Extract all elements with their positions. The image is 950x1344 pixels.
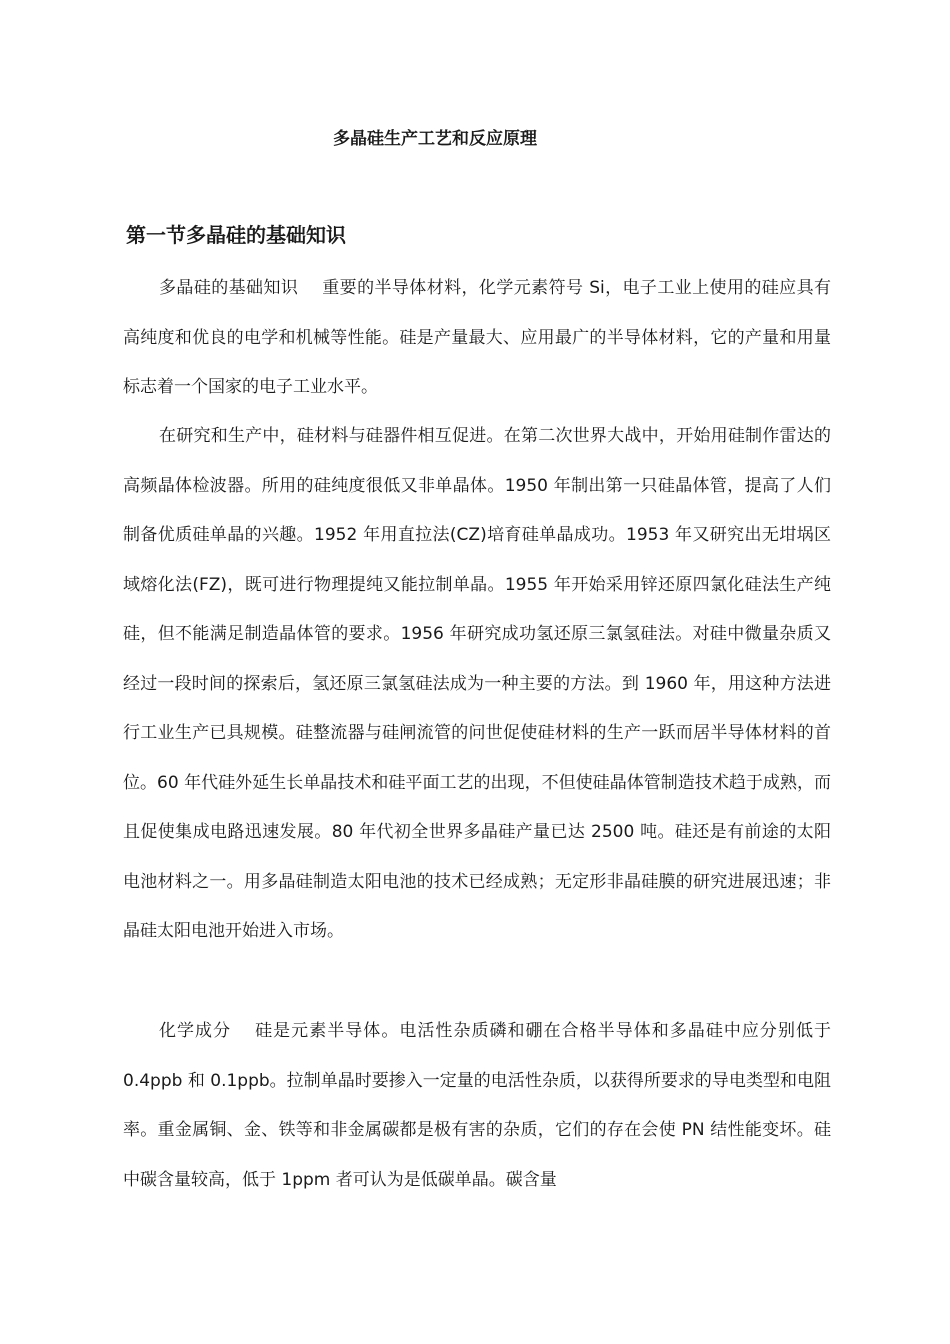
paragraph-chemical-composition	[123, 1007, 831, 1207]
paragraph-text: 重要的半导体材料，化学元素符号 Si，电子工业上使用的硅应具有高纯度和优良的电学和机械等性能。硅是产量最大、应用最广的半导体材料，它的产量和用量标志着一个国家的电子工业水平。	[123, 278, 832, 397]
paragraph-lead: 多晶硅的基础知识	[159, 278, 299, 298]
paragraph-text: 硅是元素半导体。电活性杂质磷和硼在合格半导体和多晶硅中应分别低于 0.4ppb 和 0.1ppb。拉制单晶时要掺入一定量的电活性杂质，以获得所要求的导电类型和电阻率。重金属铜、金、铁等和非金属碳都是极有害的杂质，它们的存在会使 PN 结性能变坏。硅中碳含量较高，低于 1ppm 者可认为是低碳单晶。碳含量	[123, 1021, 831, 1190]
document-title: 多晶硅生产工艺和反应原理	[333, 129, 537, 149]
paragraph-history	[123, 412, 831, 957]
paragraph-lead: 化学成分	[159, 1021, 232, 1041]
section-heading: 第一节多晶硅的基础知识	[126, 223, 346, 247]
paragraph-basics	[123, 264, 831, 413]
paragraph-text: 在研究和生产中，硅材料与硅器件相互促进。在第二次世界大战中，开始用硅制作雷达的高频晶体检波器。所用的硅纯度很低又非单晶体。1950 年制出第一只硅晶体管，提高了人们制备优质硅单晶的兴趣。1952 年用直拉法(CZ)培育硅单晶成功。1953 年又研究出无坩埚区域熔化法(FZ)，既可进行物理提纯又能拉制单晶。1955 年开始采用锌还原四氯化硅法生产纯硅，但不能满足制造晶体管的要求。1956 年研究成功氢还原三氯氢硅法。对硅中微量杂质又经过一段时间的探索后，氢还原三氯氢硅法成为一种主要的方法。到 1960 年，用这种方法进行工业生产已具规模。硅整流器与硅闸流管的问世促使硅材料的生产一跃而居半导体材料的首位。60 年代硅外延生长单晶技术和硅平面工艺的出现，不但使硅晶体管制造技术趋于成熟，而且促使集成电路迅速发展。80 年代初全世界多晶硅产量已达 2500 吨。硅还是有前途的太阳电池材料之一。用多晶硅制造太阳电池的技术已经成熟；无定形非晶硅膜的研究进展迅速；非晶硅太阳电池开始进入市场。	[123, 426, 831, 941]
